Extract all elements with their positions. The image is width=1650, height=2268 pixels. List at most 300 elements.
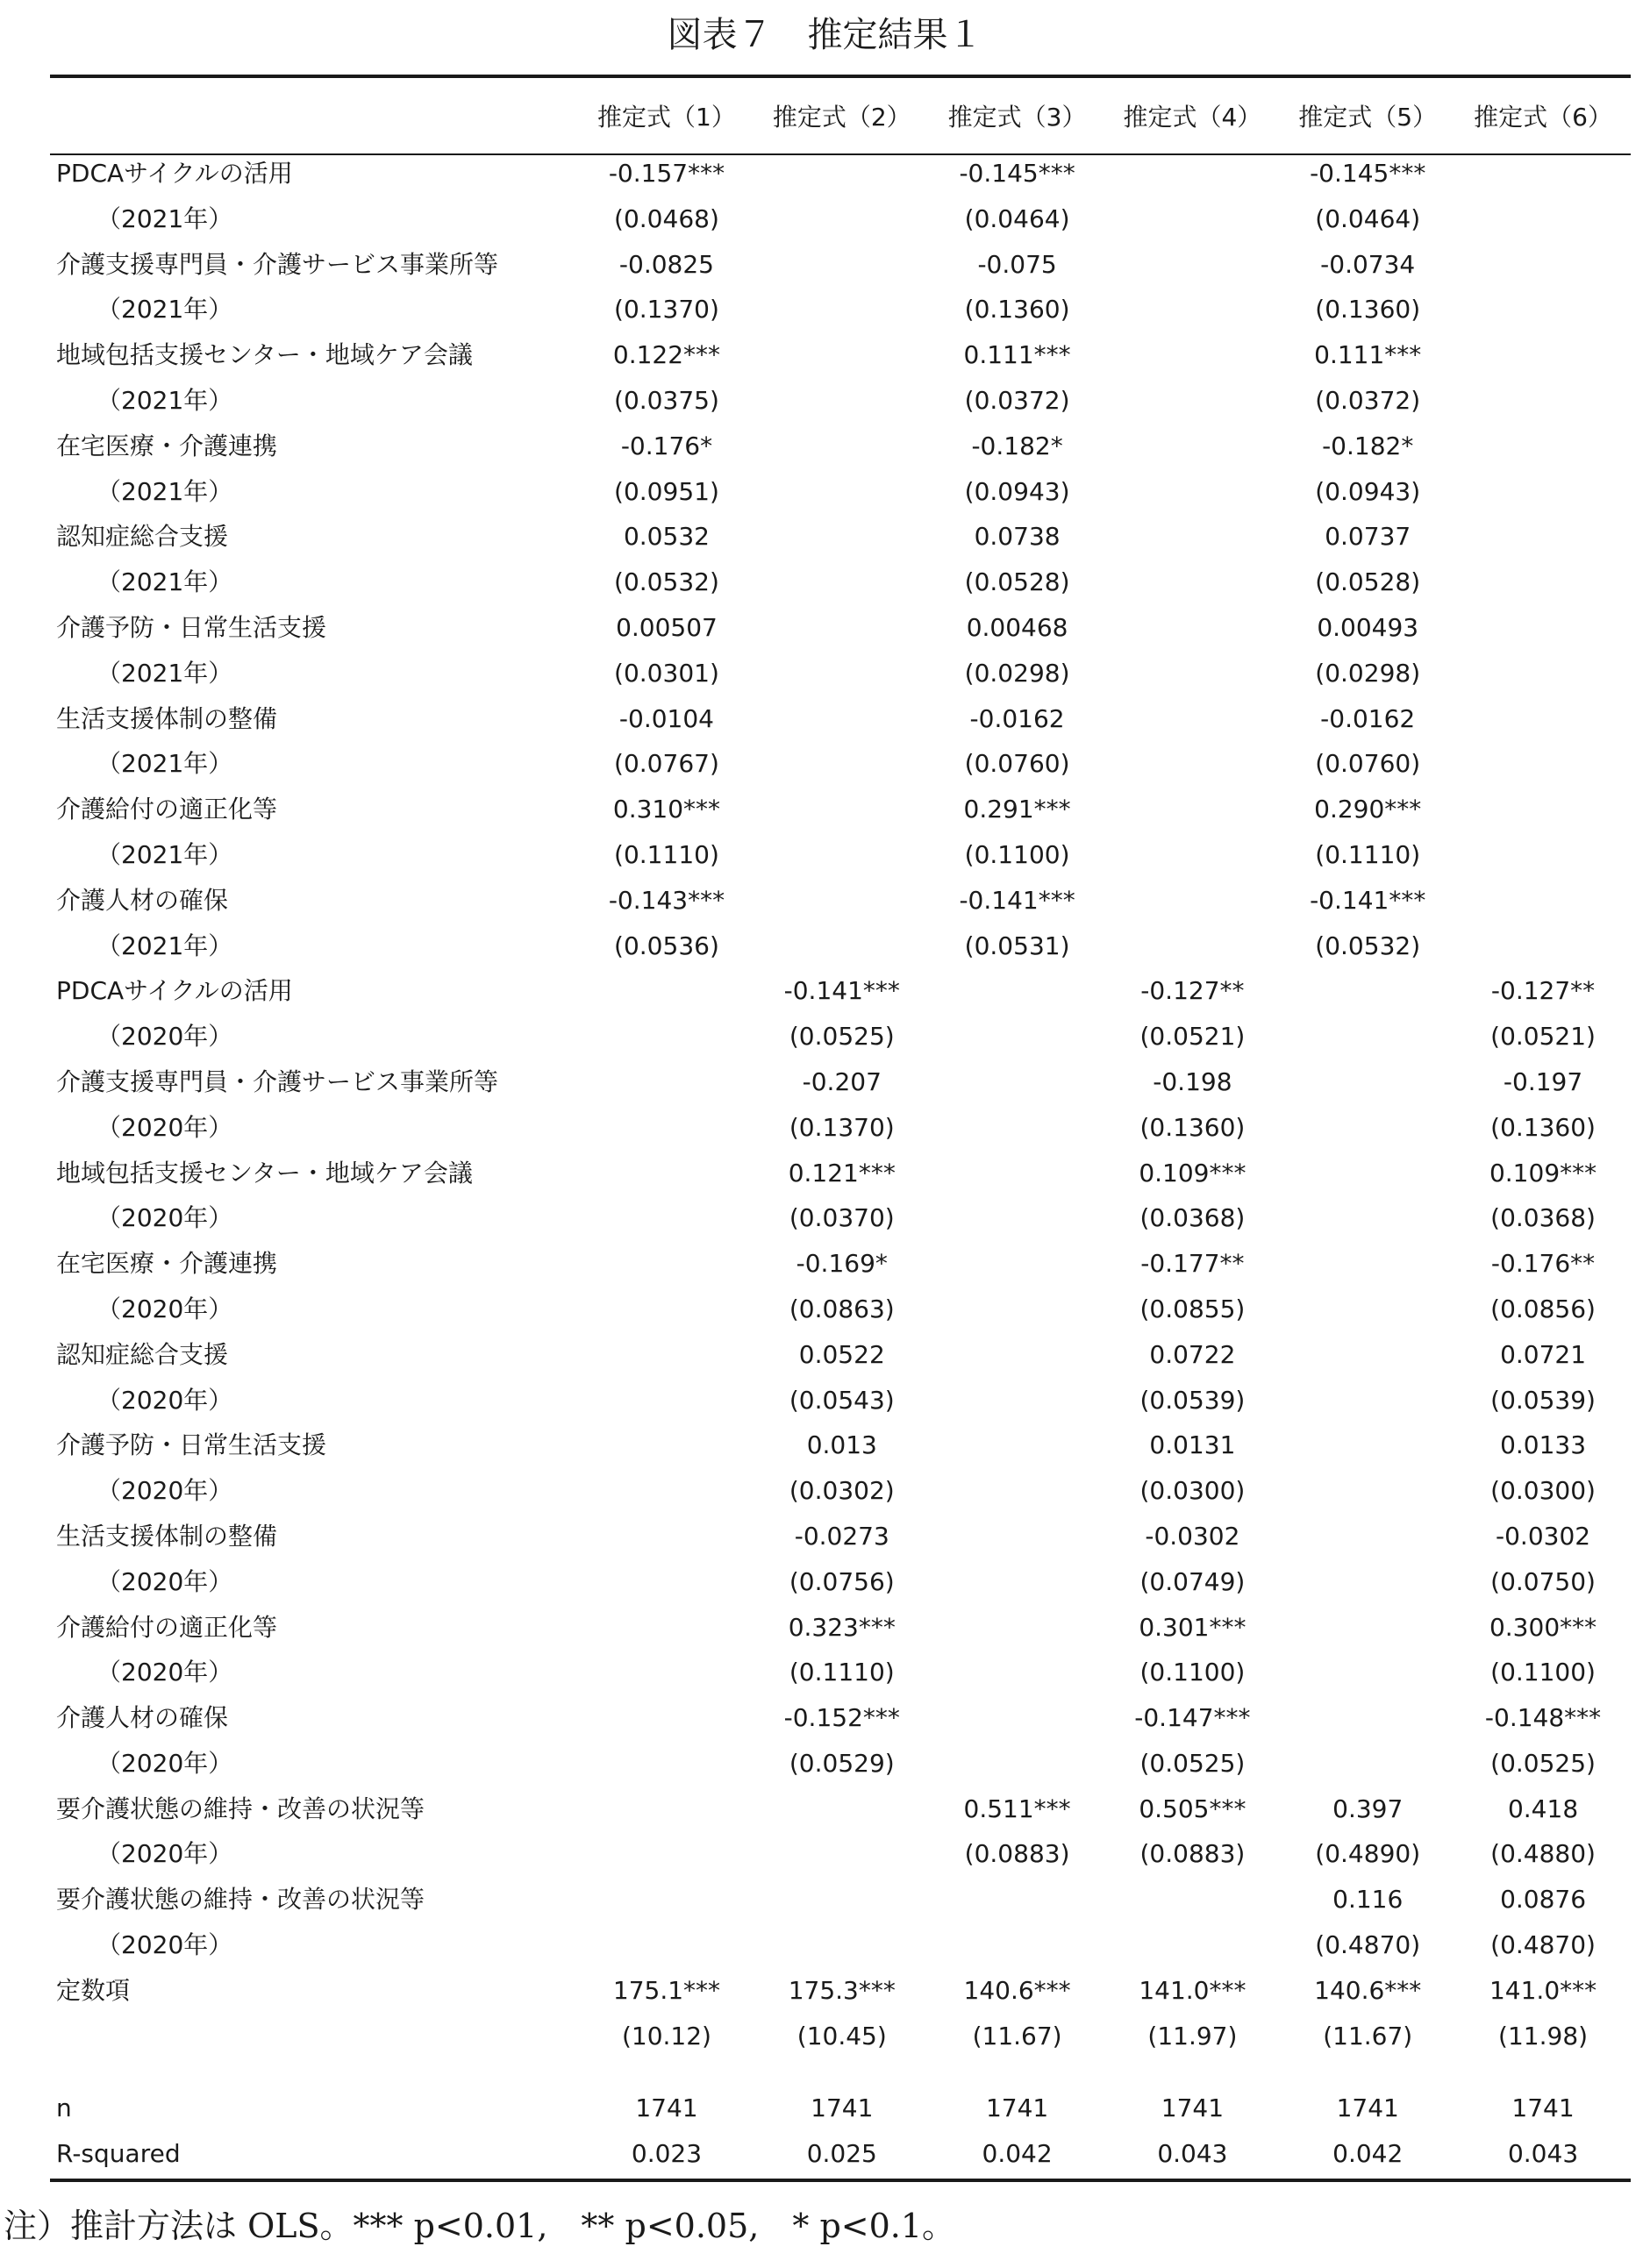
value-cell: (0.0883) — [964, 1839, 1070, 1869]
value-cell: 0.0737 — [1325, 522, 1411, 552]
value-cell — [754, 242, 930, 288]
table-row — [50, 151, 1631, 196]
value-cell — [1280, 1605, 1455, 1651]
value-cell: (0.1110) — [789, 1658, 895, 1687]
row-label: （2021年） — [96, 749, 233, 779]
value-cell — [754, 287, 930, 332]
value-cell: (0.0528) — [1315, 567, 1421, 597]
value-cell: -0.176* — [620, 431, 713, 460]
value-cell: -0.177** — [1140, 1249, 1245, 1279]
table-row — [50, 196, 1631, 242]
table-row — [50, 1559, 1631, 1605]
value-cell — [1280, 1695, 1455, 1741]
value-cell: 0.109*** — [1489, 1158, 1597, 1187]
row-label: （2020年） — [96, 1476, 233, 1506]
value-cell: -0.075 — [977, 249, 1057, 279]
table-row — [50, 878, 1631, 924]
value-cell — [579, 1741, 754, 1787]
value-cell: 0.505*** — [1139, 1794, 1246, 1823]
row-label: （2020年） — [96, 1294, 233, 1323]
value-cell — [1105, 741, 1281, 787]
value-cell: (0.0525) — [1139, 1748, 1246, 1778]
value-cell — [930, 1151, 1105, 1196]
value-cell: 1741 — [985, 2093, 1049, 2123]
value-cell — [1455, 651, 1631, 696]
column-header: 推定式（6） — [1474, 103, 1612, 132]
value-cell: 0.116 — [1332, 1885, 1404, 1915]
table-row — [50, 1287, 1631, 1332]
value-cell: 0.00507 — [616, 612, 718, 642]
value-cell — [1105, 560, 1281, 605]
table-row — [50, 787, 1631, 832]
row-label: 介護給付の適正化等 — [56, 795, 278, 824]
value-cell: 1741 — [1336, 2093, 1399, 2123]
value-cell — [754, 787, 930, 832]
value-cell — [1455, 196, 1631, 242]
row-label: 介護予防・日常生活支援 — [56, 612, 327, 642]
value-cell — [930, 1287, 1105, 1332]
value-cell — [1280, 1741, 1455, 1787]
value-cell: (0.1100) — [964, 839, 1070, 869]
table-row — [50, 1968, 1631, 2014]
value-cell: -0.147*** — [1134, 1703, 1251, 1733]
value-cell: -0.0273 — [794, 1521, 889, 1551]
table-row — [50, 332, 1631, 378]
value-cell: (0.0532) — [1315, 931, 1421, 960]
value-cell — [1280, 1195, 1455, 1241]
row-label: （2021年） — [96, 931, 233, 960]
value-cell — [1455, 832, 1631, 878]
value-cell: (0.0539) — [1139, 1385, 1246, 1415]
value-cell: (0.0863) — [789, 1294, 895, 1323]
value-cell: (0.0525) — [789, 1022, 895, 1052]
value-cell: (0.0760) — [1315, 749, 1421, 779]
table-row — [50, 651, 1631, 696]
table-row — [50, 1378, 1631, 1423]
row-label: （2021年） — [96, 658, 233, 688]
value-cell — [1280, 1514, 1455, 1559]
table-row — [50, 1877, 1631, 1922]
value-cell — [1105, 1922, 1281, 1968]
value-cell: (0.0372) — [1315, 385, 1421, 415]
value-cell: 1741 — [811, 2093, 874, 2123]
value-cell — [1455, 605, 1631, 651]
value-cell: (0.4870) — [1490, 1930, 1596, 1960]
table-row — [50, 242, 1631, 288]
value-cell: -0.143*** — [608, 885, 725, 915]
row-label: （2020年） — [96, 1930, 233, 1960]
value-cell — [1280, 968, 1455, 1014]
value-cell: 0.418 — [1507, 1794, 1579, 1823]
footnote: 注）推計方法は OLS。*** p<0.01, ** p<0.05, * p<0.1。 — [4, 2207, 956, 2245]
value-cell: (0.4870) — [1315, 1930, 1421, 1960]
value-cell: (0.0375) — [614, 385, 719, 415]
row-label: （2020年） — [96, 1112, 233, 1142]
column-header: 推定式（4） — [1123, 103, 1262, 132]
value-cell — [1455, 878, 1631, 924]
value-cell: 0.323*** — [788, 1612, 896, 1642]
value-cell — [1280, 1014, 1455, 1059]
value-cell: 0.111*** — [963, 340, 1071, 370]
table-row — [50, 741, 1631, 787]
value-cell: 1741 — [1511, 2093, 1575, 2123]
value-cell: (0.1360) — [1490, 1112, 1596, 1142]
value-cell: -0.0162 — [969, 703, 1065, 733]
value-cell — [579, 1014, 754, 1059]
table-row — [50, 514, 1631, 560]
value-cell: (0.0855) — [1139, 1294, 1246, 1323]
value-cell — [1105, 787, 1281, 832]
value-cell: (0.0521) — [1139, 1022, 1246, 1052]
value-cell: 141.0*** — [1139, 1975, 1246, 2005]
row-label: （2021年） — [96, 385, 233, 415]
value-cell — [579, 1332, 754, 1378]
value-cell — [930, 1332, 1105, 1378]
value-cell — [754, 1877, 930, 1922]
value-cell — [930, 1241, 1105, 1287]
value-cell: 0.301*** — [1139, 1612, 1246, 1642]
value-cell: -0.169* — [796, 1249, 888, 1279]
value-cell — [1105, 332, 1281, 378]
row-label: （2020年） — [96, 1748, 233, 1778]
value-cell — [579, 1559, 754, 1605]
value-cell: (11.67) — [1323, 2021, 1413, 2050]
value-cell: 0.042 — [1332, 2139, 1404, 2169]
value-cell — [930, 1514, 1105, 1559]
value-cell — [1280, 1468, 1455, 1514]
value-cell: (0.0302) — [789, 1476, 895, 1506]
table-row — [50, 1650, 1631, 1695]
value-cell — [930, 1922, 1105, 1968]
value-cell — [754, 514, 930, 560]
value-cell: (0.0298) — [964, 658, 1070, 688]
value-cell — [1105, 196, 1281, 242]
table-row — [50, 1831, 1631, 1877]
table-row — [50, 2131, 1631, 2177]
value-cell: 0.025 — [806, 2139, 877, 2169]
value-cell: 0.0876 — [1500, 1885, 1587, 1915]
value-cell: (0.0883) — [1139, 1839, 1246, 1869]
value-cell: 0.023 — [631, 2139, 703, 2169]
row-label: 定数項 — [56, 1975, 131, 2005]
value-cell — [1455, 696, 1631, 742]
value-cell — [930, 1378, 1105, 1423]
table-row — [50, 2014, 1631, 2059]
value-cell: 0.290*** — [1314, 795, 1422, 824]
value-cell — [930, 1423, 1105, 1468]
value-cell: -0.176** — [1490, 1249, 1596, 1279]
column-header: 推定式（2） — [772, 103, 911, 132]
value-cell: (0.0767) — [614, 749, 719, 779]
value-cell: -0.141*** — [1310, 885, 1426, 915]
value-cell — [579, 1877, 754, 1922]
value-cell: (0.1360) — [1315, 295, 1421, 325]
value-cell: (0.1110) — [1315, 839, 1421, 869]
value-cell — [1280, 1332, 1455, 1378]
value-cell — [579, 1605, 754, 1651]
value-cell: 1741 — [1161, 2093, 1225, 2123]
row-label: 介護人材の確保 — [56, 885, 229, 915]
row-label: 地域包括支援センター・地域ケア会議 — [56, 340, 473, 370]
bottom-rule — [50, 2179, 1631, 2182]
value-cell: (0.0298) — [1315, 658, 1421, 688]
value-cell — [754, 151, 930, 196]
value-cell — [754, 560, 930, 605]
value-cell: (0.0464) — [964, 203, 1070, 233]
value-cell: -0.0825 — [618, 249, 714, 279]
value-cell — [1455, 469, 1631, 515]
value-cell: -0.0734 — [1320, 249, 1416, 279]
value-cell: (0.0856) — [1490, 1294, 1596, 1323]
value-cell: -0.198 — [1153, 1066, 1232, 1096]
table-row — [50, 1105, 1631, 1151]
value-cell: -0.145*** — [959, 159, 1075, 188]
value-cell: -0.182* — [1322, 431, 1414, 460]
value-cell — [754, 832, 930, 878]
value-cell — [930, 1877, 1105, 1922]
value-cell: 0.0532 — [623, 522, 710, 552]
value-cell — [1455, 424, 1631, 469]
row-label: 要介護状態の維持・改善の状況等 — [56, 1885, 425, 1915]
value-cell: (11.97) — [1147, 2021, 1238, 2050]
header-label-cell — [50, 83, 579, 151]
value-cell — [930, 1650, 1105, 1695]
value-cell — [579, 1787, 754, 1832]
value-cell: -0.127** — [1140, 976, 1245, 1006]
table-row — [50, 924, 1631, 969]
value-cell — [754, 924, 930, 969]
table-row — [50, 968, 1631, 1014]
value-cell — [1280, 1378, 1455, 1423]
value-cell: 0.0738 — [974, 522, 1061, 552]
table-row — [50, 1741, 1631, 1787]
value-cell: (0.1360) — [964, 295, 1070, 325]
row-label: 在宅医療・介護連携 — [56, 431, 278, 460]
value-cell — [1105, 514, 1281, 560]
value-cell: (0.0368) — [1139, 1203, 1246, 1233]
value-cell — [754, 378, 930, 424]
value-cell — [579, 1195, 754, 1241]
value-cell: (0.0300) — [1490, 1476, 1596, 1506]
value-cell — [754, 696, 930, 742]
value-cell: (0.0749) — [1139, 1566, 1246, 1596]
value-cell — [754, 605, 930, 651]
header-row — [50, 83, 1631, 151]
row-label: （2021年） — [96, 476, 233, 506]
value-cell: 0.291*** — [963, 795, 1071, 824]
value-cell: (0.1370) — [789, 1112, 895, 1142]
value-cell — [754, 741, 930, 787]
row-label: n — [56, 2093, 72, 2123]
table-row — [50, 1695, 1631, 1741]
row-label: 介護給付の適正化等 — [56, 1612, 278, 1642]
value-cell — [1455, 514, 1631, 560]
value-cell: -0.0162 — [1320, 703, 1416, 733]
value-cell — [754, 1922, 930, 1968]
value-cell — [754, 469, 930, 515]
results-table — [50, 83, 1631, 2177]
row-label: 介護支援専門員・介護サービス事業所等 — [56, 1066, 499, 1096]
row-label: （2021年） — [96, 203, 233, 233]
value-cell — [1280, 1059, 1455, 1105]
value-cell: (0.0750) — [1490, 1566, 1596, 1596]
row-label: 生活支援体制の整備 — [56, 1521, 278, 1551]
value-cell — [1105, 1877, 1281, 1922]
value-cell — [579, 1059, 754, 1105]
value-cell: 0.397 — [1332, 1794, 1404, 1823]
row-label: 介護支援専門員・介護サービス事業所等 — [56, 249, 499, 279]
value-cell: -0.157*** — [608, 159, 725, 188]
value-cell — [1455, 151, 1631, 196]
value-cell: 0.0722 — [1149, 1339, 1236, 1369]
value-cell — [1280, 1650, 1455, 1695]
row-label — [50, 2014, 579, 2059]
value-cell: -0.182* — [971, 431, 1063, 460]
value-cell — [1280, 1105, 1455, 1151]
table-row — [50, 1514, 1631, 1559]
value-cell — [1455, 242, 1631, 288]
value-cell: (0.1360) — [1139, 1112, 1246, 1142]
value-cell: 0.013 — [806, 1430, 877, 1460]
column-header: 推定式（1） — [597, 103, 736, 132]
row-label: （2020年） — [96, 1566, 233, 1596]
value-cell — [1105, 287, 1281, 332]
value-cell: 0.00493 — [1317, 612, 1419, 642]
table-row — [50, 1195, 1631, 1241]
table-row — [50, 469, 1631, 515]
value-cell: (0.0464) — [1315, 203, 1421, 233]
value-cell — [1105, 924, 1281, 969]
value-cell: 0.122*** — [612, 340, 721, 370]
value-cell — [579, 1105, 754, 1151]
value-cell: (0.0529) — [789, 1748, 895, 1778]
value-cell: (11.98) — [1498, 2021, 1589, 2050]
value-cell — [930, 1014, 1105, 1059]
value-cell: (0.0943) — [1315, 476, 1421, 506]
table-row — [50, 696, 1631, 742]
value-cell: (0.0951) — [614, 476, 719, 506]
value-cell — [754, 196, 930, 242]
value-cell — [1280, 1241, 1455, 1287]
value-cell — [930, 1105, 1105, 1151]
spacer-cell — [50, 2058, 1631, 2086]
value-cell: 0.042 — [982, 2139, 1053, 2169]
value-cell — [579, 1468, 754, 1514]
value-cell: 140.6*** — [1314, 1975, 1422, 2005]
value-cell — [1455, 287, 1631, 332]
value-cell: -0.141*** — [783, 976, 900, 1006]
value-cell — [754, 424, 930, 469]
top-rule — [50, 75, 1631, 78]
value-cell: 140.6*** — [963, 1975, 1071, 2005]
table-body — [50, 151, 1631, 2177]
table-row — [50, 1468, 1631, 1514]
table-row — [50, 1423, 1631, 1468]
value-cell: -0.0302 — [1145, 1521, 1240, 1551]
value-cell: 0.0131 — [1149, 1430, 1236, 1460]
value-cell — [930, 1559, 1105, 1605]
value-cell — [579, 1287, 754, 1332]
value-cell: 0.043 — [1157, 2139, 1228, 2169]
value-cell — [1280, 1423, 1455, 1468]
row-label: 認知症総合支援 — [56, 1339, 229, 1369]
value-cell: 0.0522 — [798, 1339, 885, 1369]
value-cell: 0.0133 — [1500, 1430, 1587, 1460]
value-cell: (0.0368) — [1490, 1203, 1596, 1233]
value-cell: -0.207 — [802, 1066, 882, 1096]
value-cell: (0.0300) — [1139, 1476, 1246, 1506]
value-cell — [930, 1195, 1105, 1241]
table-row — [50, 2086, 1631, 2131]
value-cell: 0.109*** — [1139, 1158, 1246, 1187]
value-cell: 141.0*** — [1489, 1975, 1597, 2005]
table-row — [50, 1332, 1631, 1378]
value-cell: 175.1*** — [612, 1975, 721, 2005]
table-row — [50, 287, 1631, 332]
value-cell: 0.111*** — [1314, 340, 1422, 370]
value-cell — [930, 968, 1105, 1014]
column-header: 推定式（3） — [947, 103, 1087, 132]
value-cell — [754, 1831, 930, 1877]
row-label: 介護予防・日常生活支援 — [56, 1430, 327, 1460]
value-cell: -0.197 — [1503, 1066, 1583, 1096]
value-cell: -0.145*** — [1310, 159, 1426, 188]
value-cell — [1455, 787, 1631, 832]
value-cell: (0.0528) — [964, 567, 1070, 597]
value-cell: (0.0532) — [614, 567, 719, 597]
row-label: （2021年） — [96, 839, 233, 869]
value-cell: -0.152*** — [783, 1703, 900, 1733]
value-cell: 0.310*** — [612, 795, 721, 824]
table-row — [50, 1241, 1631, 1287]
row-label: 在宅医療・介護連携 — [56, 1249, 278, 1279]
row-label: （2020年） — [96, 1022, 233, 1052]
spacer-row — [50, 2058, 1631, 2086]
value-cell: (0.0539) — [1490, 1385, 1596, 1415]
value-cell — [579, 1241, 754, 1287]
value-cell: -0.127** — [1490, 976, 1596, 1006]
row-label: （2021年） — [96, 567, 233, 597]
row-label: 要介護状態の維持・改善の状況等 — [56, 1794, 425, 1823]
value-cell — [930, 1741, 1105, 1787]
table-row — [50, 1787, 1631, 1832]
row-label: （2020年） — [96, 1385, 233, 1415]
table-row — [50, 1922, 1631, 1968]
row-label: （2020年） — [96, 1658, 233, 1687]
table-row — [50, 1151, 1631, 1196]
value-cell: (11.67) — [972, 2021, 1062, 2050]
value-cell: (0.0301) — [614, 658, 719, 688]
table-row — [50, 378, 1631, 424]
value-cell — [930, 1695, 1105, 1741]
value-cell — [579, 1423, 754, 1468]
value-cell: (0.0760) — [964, 749, 1070, 779]
value-cell: 0.0721 — [1500, 1339, 1587, 1369]
value-cell — [579, 1151, 754, 1196]
table-row — [50, 1014, 1631, 1059]
value-cell: (10.12) — [621, 2021, 711, 2050]
table-row — [50, 1605, 1631, 1651]
value-cell — [579, 1922, 754, 1968]
value-cell — [1105, 696, 1281, 742]
value-cell — [754, 651, 930, 696]
value-cell: (0.4880) — [1490, 1839, 1596, 1869]
value-cell: (0.1100) — [1139, 1658, 1246, 1687]
value-cell — [1455, 924, 1631, 969]
value-cell: (0.0372) — [964, 385, 1070, 415]
row-label: 地域包括支援センター・地域ケア会議 — [56, 1158, 473, 1187]
value-cell — [1105, 469, 1281, 515]
